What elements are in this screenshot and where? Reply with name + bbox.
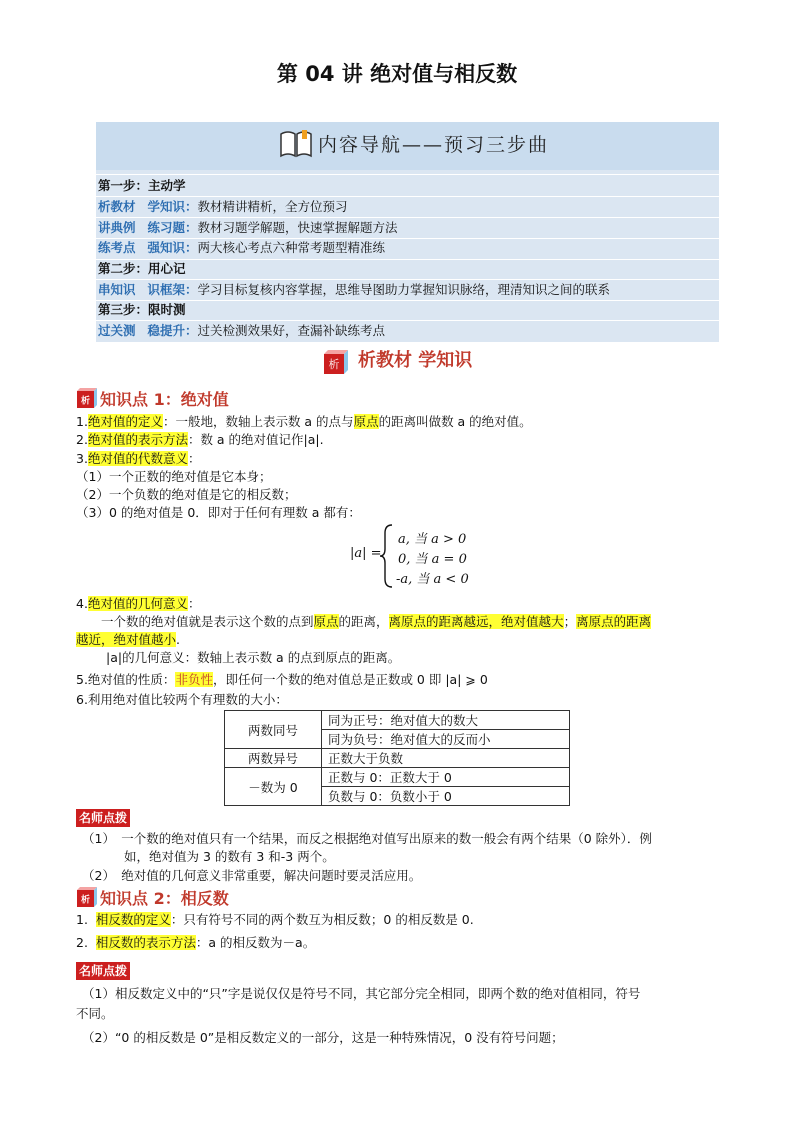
cube-icon [76,886,98,908]
nav-item: 串知识 识框架：学习目标复核内容掌握，思维导图助力掌握知识脉络，理清知识之间的联系 [98,282,610,297]
teacher-tip-badge: 名师点拨 [76,809,130,827]
svg-text:析: 析 [80,895,91,906]
kp2-line-1: 1. 相反数的定义：只有符号不同的两个数互为相反数；0 的相反数是 0. [76,912,474,927]
nav-step-2: 第二步：用心记 [98,261,186,276]
kp1-line-3-3: （3）0 的绝对值是 0．即对于任何有理数 a 都有： [76,505,361,520]
kp1-line-1: 1.绝对值的定义：一般地，数轴上表示数 a 的点与原点的距离叫做数 a 的绝对值。 [76,414,532,429]
cube-icon [322,348,344,370]
formula-case-3: -a, 当 a < 0 [396,572,469,587]
svg-text:析: 析 [328,358,340,371]
nav-item: 讲典例 练习题：教材习题学解题，快速掌握解题方法 [98,220,398,235]
nav-item: 过关测 稳提升：过关检测效果好，查漏补缺练考点 [98,323,385,338]
table-cell: 两数异号 [225,749,322,768]
kp1-line-3-1: （1）一个正数的绝对值是它本身； [76,469,272,484]
kp1-line-6: 6.利用绝对值比较两个有理数的大小： [76,692,288,707]
tip1-line-1: （1） 一个数的绝对值只有一个结果，而反之根据绝对值写出原来的数一般会有两个结果（0 除外）．例 [82,831,652,846]
section-title: 析教材 学知识 [358,350,473,371]
kp1-line-4-1: 一个数的绝对值就是表示这个数的点到原点的距离，离原点的距离越远，绝对值越大；离原点的距离 [101,614,652,629]
nav-item: 练考点 强知识：两大核心考点六种常考题型精准练 [98,240,385,255]
nav-divider [96,174,719,175]
tip2-line-2: （2）“0 的相反数是 0”是相反数定义的一部分，这是一种特殊情况，0 没有符号问题； [82,1030,564,1045]
table-row [225,711,570,730]
kp1-line-4-3: |a|的几何意义：数轴上表示数 a 的点到原点的距离。 [106,650,401,665]
formula-case-2: 0, 当 a = 0 [398,552,467,567]
brace-icon [378,523,394,589]
formula-case-1: a, 当 a > 0 [398,532,467,547]
tip2-line-1b: 不同。 [76,1006,114,1021]
kp1-line-3-2: （2）一个负数的绝对值是它的相反数； [76,487,297,502]
table-cell: 正数与 0：正数大于 0 [322,768,570,787]
table-cell: －数为 0 [225,768,322,806]
table-cell: 正数大于负数 [322,749,570,768]
tip1-line-2: （2） 绝对值的几何意义非常重要，解决问题时要灵活应用。 [82,868,422,883]
table-row [225,749,570,768]
nav-title: 内容导航——预习三步曲 [318,134,550,156]
table-cell: 同为负号：绝对值大的反而小 [322,730,570,749]
kp1-line-4: 4.绝对值的几何意义： [76,596,201,611]
nav-divider [96,259,719,260]
cube-icon [76,387,98,409]
formula-lhs: |a| = [350,546,382,561]
nav-step-3: 第三步：限时测 [98,302,186,317]
kp1-line-4-2: 越近，绝对值越小. [76,632,180,647]
nav-divider [96,300,719,301]
nav-step-1: 第一步：主动学 [98,178,186,193]
book-icon [278,126,314,160]
tip1-line-1b: 如，绝对值为 3 的数有 3 和-3 两个。 [124,849,335,864]
teacher-tip-badge: 名师点拨 [76,962,130,980]
table-cell: 负数与 0：负数小于 0 [322,787,570,806]
table-row [225,768,570,787]
tip2-line-1: （1）相反数定义中的“只”字是说仅仅是符号不同，其它部分完全相同，即两个数的绝对值相同，符号 [82,986,641,1001]
kp1-line-2: 2.绝对值的表示方法：数 a 的绝对值记作|a|. [76,432,324,447]
comparison-table [224,710,570,806]
svg-text:析: 析 [80,396,91,407]
kp1-line-3: 3.绝对值的代数意义： [76,451,201,466]
kp2-line-2: 2. 相反数的表示方法：a 的相反数为－a。 [76,935,316,950]
kp1-line-5: 5.绝对值的性质：非负性，即任何一个数的绝对值总是正数或 0 即 |a| ⩾ 0 [76,672,488,687]
nav-item: 析教材 学知识：教材精讲精析，全方位预习 [98,199,348,214]
table-cell: 两数同号 [225,711,322,749]
table-cell: 同为正号：绝对值大的数大 [322,711,570,730]
page-title: 第 04 讲 绝对值与相反数 [276,62,518,86]
